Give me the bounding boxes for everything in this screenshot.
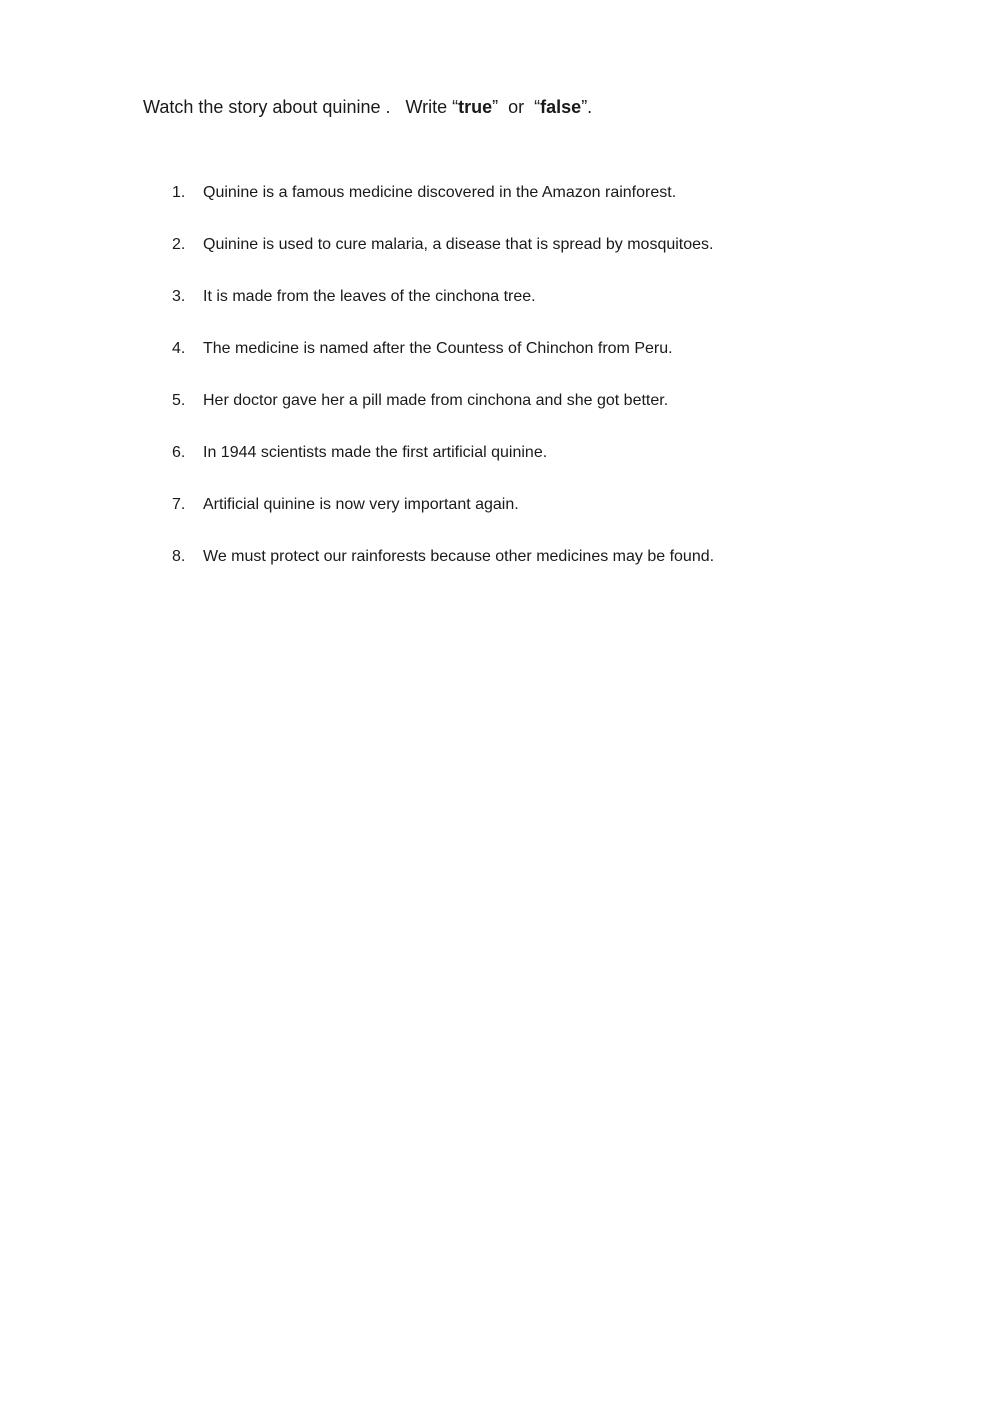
question-number: 2. (172, 236, 186, 253)
question-text: It is made from the leaves of the cinchona tree. (203, 288, 536, 305)
question-number: 4. (172, 340, 186, 357)
question-text: We must protect our rainforests because other medicines may be found. (203, 548, 715, 565)
instruction-word-false: false (540, 97, 582, 117)
instruction-tail: ”. (581, 97, 593, 117)
question-number: 7. (172, 496, 186, 513)
question-number: 6. (172, 444, 186, 461)
question-number: 3. (172, 288, 186, 305)
instruction-text (143, 95, 592, 119)
question-text: Her doctor gave her a pill made from cinchona and she got better. (203, 392, 669, 409)
question-number: 1. (172, 184, 186, 201)
question-number: 8. (172, 548, 186, 565)
question-text: In 1944 scientists made the first artificial quinine. (203, 444, 548, 461)
question-text: Quinine is a famous medicine discovered in the Amazon rainforest. (203, 184, 677, 201)
question-text: Quinine is used to cure malaria, a disease that is spread by mosquitoes. (203, 236, 714, 253)
question-text: Artificial quinine is now very important again. (203, 496, 519, 513)
question-text: The medicine is named after the Countess of Chinchon from Peru. (203, 340, 673, 357)
instruction-lead: Watch the story about quinine . Write “ (143, 97, 459, 117)
instruction-word-true: true (458, 97, 493, 117)
question-number: 5. (172, 392, 186, 409)
instruction-middle: ” or “ (492, 97, 541, 117)
